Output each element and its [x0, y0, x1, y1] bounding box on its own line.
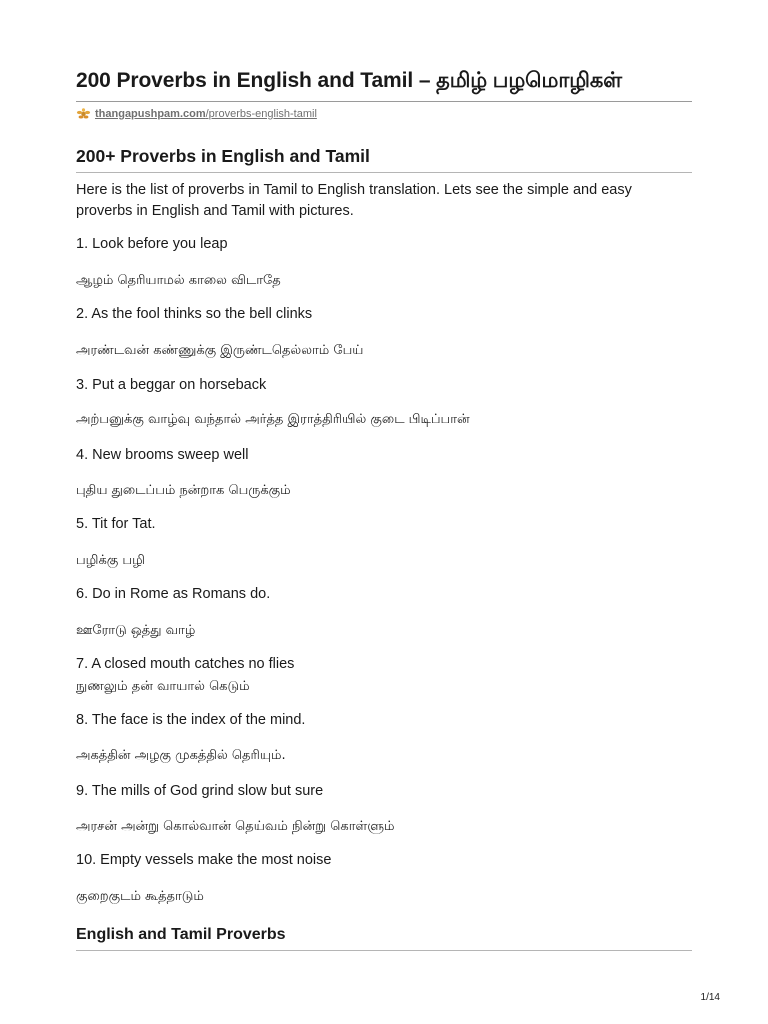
proverb-english: 5. Tit for Tat. [76, 516, 156, 532]
proverb-tamil: குறைகுடம் கூத்தாடும் [76, 889, 204, 904]
source-line [76, 107, 317, 121]
page-title: 200 Proverbs in English and Tamil – தமிழ் பழமொழிகள் [76, 69, 623, 92]
proverb-tamil: ஊரோடு ஒத்து வாழ் [76, 623, 196, 638]
proverb-tamil: அரண்டவன் கண்ணுக்கு இருண்டதெல்லாம் பேய் [76, 343, 364, 358]
proverb-tamil: ஆழம் தெரியாமல் காலை விடாதே [76, 273, 281, 288]
section-divider [76, 172, 692, 173]
source-link[interactable] [95, 107, 317, 121]
proverb-english: 6. Do in Rome as Romans do. [76, 586, 271, 602]
proverb-tamil: அற்பனுக்கு வாழ்வு வந்தால் அர்த்த இராத்திரியில் குடை பிடிப்பான் [76, 412, 470, 427]
proverb-english: 8. The face is the index of the mind. [76, 712, 306, 728]
page-number: 1/14 [700, 992, 720, 1003]
proverb-english: 7. A closed mouth catches no flies [76, 656, 295, 672]
title-divider [76, 101, 692, 102]
proverb-english: 3. Put a beggar on horseback [76, 377, 267, 393]
proverb-tamil: நுணலும் தன் வாயால் கெடும் [76, 679, 250, 694]
proverb-tamil: அகத்தின் அழகு முகத்தில் தெரியும். [76, 748, 286, 763]
subsection-divider [76, 950, 692, 951]
proverb-tamil: புதிய துடைப்பம் நன்றாக பெருக்கும் [76, 483, 291, 498]
intro-paragraph: Here is the list of proverbs in Tamil to English translation. Lets see the simple and easy proverbs in English and Tamil with pictures. [76, 182, 632, 219]
subsection-heading: English and Tamil Proverbs [76, 926, 286, 943]
source-domain: thangapushpam.com [95, 108, 206, 120]
section-heading: 200+ Proverbs in English and Tamil [76, 146, 370, 166]
source-path: /proverbs-english-tamil [205, 108, 317, 120]
proverb-english: 9. The mills of God grind slow but sure [76, 783, 324, 799]
proverb-english: 1. Look before you leap [76, 236, 228, 252]
flower-favicon-icon [76, 108, 91, 120]
proverb-tamil: பழிக்கு பழி [76, 553, 145, 568]
proverb-english: 4. New brooms sweep well [76, 447, 249, 463]
proverb-tamil: அரசன் அன்று கொல்வான் தெய்வம் நின்று கொள்ளும் [76, 819, 395, 834]
proverb-english: 2. As the fool thinks so the bell clinks [76, 306, 313, 322]
proverb-english: 10. Empty vessels make the most noise [76, 852, 332, 868]
